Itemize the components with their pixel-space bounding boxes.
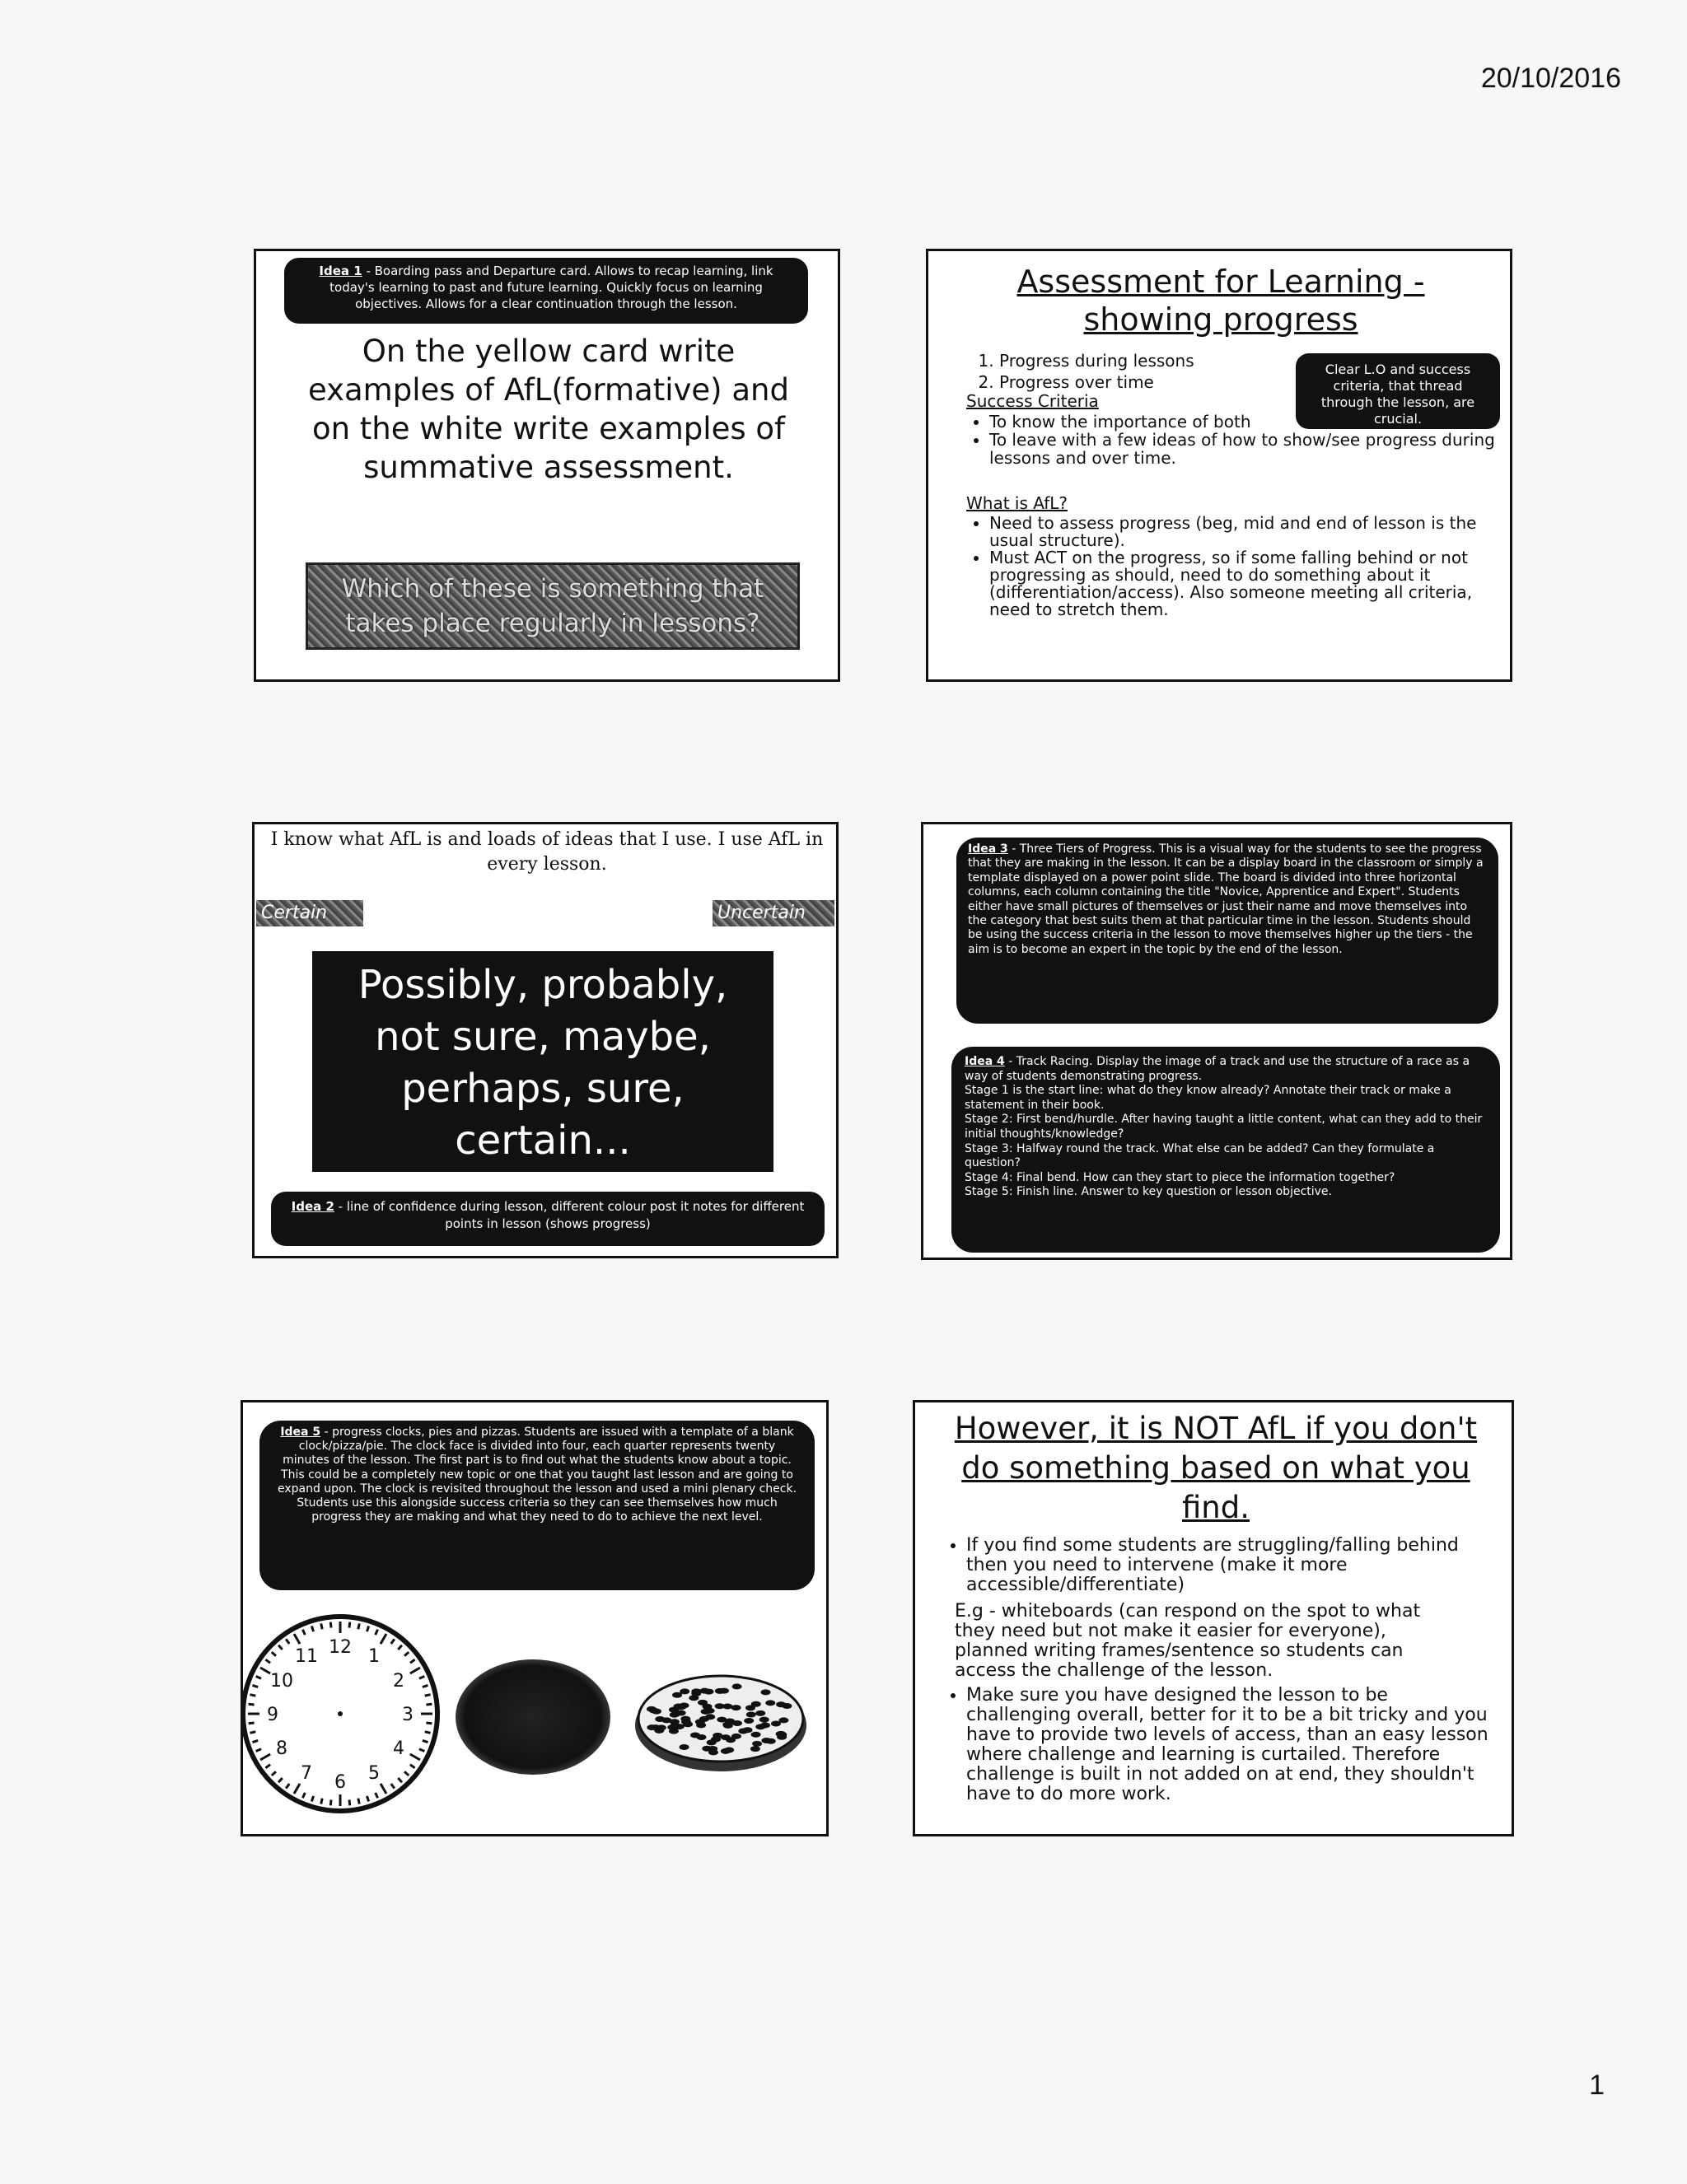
idea-2-label: Idea 2	[291, 1199, 334, 1214]
pizza-topping	[681, 1719, 691, 1724]
pizza-topping	[655, 1716, 665, 1722]
slide-1-footer-text: Which of these is something that takes place regularly in lessons?	[341, 574, 764, 638]
pizza-topping	[776, 1701, 786, 1707]
clock-tick	[252, 1740, 258, 1742]
clock-number: 7	[301, 1763, 312, 1785]
clock-number: 4	[393, 1738, 405, 1759]
pizza-topping	[647, 1706, 657, 1712]
idea-1-text: - Boarding pass and Departure card. Allows to recap learning, link today's learning to past and future learning. Quickly focus on learning objectives. Allows for a clear continuation through the lesson.	[329, 264, 773, 311]
pizza-topping	[732, 1683, 742, 1689]
slide-6-title: However, it is NOT AfL if you don't do something based on what you find.	[954, 1411, 1478, 1525]
clock-tick	[425, 1695, 431, 1696]
slide-6-bullet: • Make sure you have designed the lesson to be challenging overall, better for it to be a bit tricky and you have to provide two levels of access, than an easy lesson where challenge and learning is curtailed. Therefore challenge is built in not added on at end, they shouldn't have to do more work.	[966, 1686, 1493, 1804]
clock-tick	[349, 1622, 350, 1628]
idea-3-text: - Three Tiers of Progress. This is a visual way for the students to see the progress that they are making in the lesson. It can be a display board in the classroom or simply a template displayed on a power point slide. The board is divided into three horizontal columns, each column containing the title "Novice, Apprentice and Expert". Students either have small pictures of themselves or just their name and move themselves into the category that best suits them at that particular time in the lesson. Students should be using the success criteria in the lesson to move themselves higher up the tiers - the aim is to become an expert in the topic by the end of the lesson.	[968, 842, 1484, 956]
clock-number: 6	[334, 1772, 346, 1793]
pizza-topping	[738, 1728, 748, 1734]
clock-tick	[311, 1796, 313, 1802]
clock-tick	[321, 1623, 322, 1629]
pizza-topping	[759, 1717, 769, 1723]
idea-3-box	[956, 838, 1498, 1024]
slide-6-bullet: • If you find some students are struggling/falling behind then you need to intervene (make it more accessible/differentiate)	[966, 1536, 1460, 1595]
clock-tick	[423, 1685, 428, 1687]
pizza-topping	[744, 1718, 754, 1724]
pizza-topping	[751, 1732, 761, 1738]
slide-2-title: Assessment for Learning - showing progress	[1016, 264, 1425, 338]
progress-list	[966, 350, 1320, 393]
pizza-topping	[776, 1731, 786, 1737]
idea-4-stage: Stage 1 is the start line: what do they know already? Annotate their track or make a statement in their book.	[965, 1084, 1451, 1112]
pizza-topping	[696, 1722, 706, 1728]
slide-2	[926, 249, 1512, 682]
idea-1-box	[284, 258, 808, 324]
progress-item: 2. Progress over time	[999, 371, 1320, 393]
slide-3-heading: I know what AfL is and loads of ideas that I use. I use AfL in every lesson.	[270, 829, 824, 875]
clock-number: 3	[402, 1705, 414, 1725]
clock-tick	[426, 1723, 432, 1724]
pizza-topping	[771, 1720, 781, 1726]
slide-1	[254, 249, 840, 682]
pizza-topping	[647, 1724, 657, 1730]
progress-item: 1. Progress during lessons	[999, 350, 1320, 371]
clock-tick	[367, 1626, 368, 1631]
what-is-afl-heading: What is AfL?	[966, 493, 1068, 513]
clock-tick	[425, 1732, 431, 1733]
what-is-afl-list	[966, 515, 1508, 618]
slide-5	[241, 1400, 829, 1836]
pizza-topping	[721, 1734, 731, 1740]
idea-2-text: - line of confidence during lesson, different colour post it notes for different points in lesson (shows progress)	[334, 1199, 805, 1231]
pizza-topping	[724, 1747, 734, 1752]
idea-5-label: Idea 5	[280, 1426, 321, 1439]
pizza-topping	[711, 1737, 721, 1743]
pizza-topping	[717, 1717, 727, 1723]
clock-tick	[252, 1685, 258, 1687]
clock-number: 2	[393, 1671, 405, 1692]
clock-tick	[321, 1799, 322, 1804]
idea-5-text: - progress clocks, pies and pizzas. Students are issued with a template of a blank clock/pizza/pie. The clock face is divided into four, each quarter represents twenty minutes of the lesson. The first part is to find out what the students know about a topic. This could be a completely new topic or one that you taught last lesson and are going to expand upon. The clock is revisited throughout the lesson and used a mini plenary check. Students use this alongside success criteria so they can see themselves how much progress they are making and what they need to do to achieve the next level.	[277, 1426, 797, 1524]
pizza-topping	[672, 1692, 682, 1698]
pizza-topping	[731, 1734, 741, 1739]
pizza-topping	[657, 1724, 666, 1730]
clock-tick	[311, 1626, 313, 1631]
slide-6-paragraph: E.g - whiteboards (can respond on the spot to what they need but not make it easier for everyone), planned writing frames/sentence so students can access the challenge of the lesson.	[955, 1601, 1421, 1681]
pizza-topping	[670, 1712, 680, 1718]
pizza-topping	[703, 1689, 713, 1695]
clock-tick	[423, 1740, 428, 1742]
pizza-topping	[755, 1710, 765, 1716]
pizza-topping	[674, 1703, 684, 1709]
pizza-topping	[701, 1709, 711, 1715]
pizza-topping	[766, 1738, 776, 1744]
idea-3-label: Idea 3	[968, 842, 1008, 856]
confidence-words-box	[312, 951, 773, 1172]
clock-number: 8	[275, 1738, 287, 1759]
clock-number: 1	[368, 1645, 380, 1667]
clock-tick	[250, 1695, 255, 1696]
success-criteria-list	[966, 413, 1508, 467]
pizza-topping	[680, 1744, 689, 1750]
what-is-afl-item: • Must ACT on the progress, so if some falling behind or not progressing as should, need to do something about it (differentiation/access). Also someone meeting all criteria, need to stretch them.	[989, 549, 1508, 618]
what-is-afl-item: • Need to assess progress (beg, mid and end of lesson is the usual structure).	[989, 515, 1508, 549]
pizza-topping	[698, 1700, 708, 1706]
clock-number: 12	[329, 1637, 352, 1658]
uncertain-label: Uncertain	[713, 900, 834, 926]
clock-number: 10	[269, 1671, 293, 1692]
idea-4-stage: Stage 4: Final bend. How can they start to piece the information together?	[965, 1170, 1395, 1184]
idea-4-text: - Track Racing. Display the image of a track and use the structure of a race as a way of students demonstrating progress.	[965, 1055, 1470, 1083]
slide-6	[913, 1400, 1514, 1836]
clock-tick	[349, 1799, 350, 1805]
pizza-topping	[752, 1741, 762, 1747]
pizza-topping	[722, 1703, 732, 1709]
clock-tick	[330, 1622, 331, 1628]
success-criteria-heading: Success Criteria	[966, 391, 1099, 411]
slide-4	[921, 822, 1512, 1260]
idea-4-stage: Stage 5: Finish line. Answer to key question or lesson objective.	[965, 1185, 1332, 1199]
clock-tick	[249, 1704, 255, 1705]
pizza-topping	[732, 1720, 742, 1726]
pizza-topping	[761, 1689, 771, 1695]
idea-4-box	[951, 1047, 1500, 1253]
slide-6-list-2	[943, 1686, 1493, 1804]
pie-image	[451, 1643, 615, 1791]
clock-number: 11	[295, 1645, 318, 1667]
pizza-topping	[689, 1695, 699, 1701]
idea-4-stage: Stage 3: Halfway round the track. What else can be added? Can they formulate a question?	[965, 1141, 1435, 1170]
slide-6-list-1	[943, 1536, 1460, 1595]
pizza-topping	[750, 1746, 760, 1752]
pizza-topping	[731, 1705, 741, 1710]
idea-5-box	[259, 1421, 815, 1590]
clock-number: 9	[267, 1705, 278, 1725]
clock-tick	[358, 1623, 359, 1629]
clock-tick	[250, 1732, 255, 1733]
pizza-topping	[746, 1711, 756, 1717]
clock-tick	[358, 1799, 359, 1804]
pizza-topping	[755, 1724, 765, 1729]
criteria-callout: Clear L.O and success criteria, that thread through the lesson, are crucial.	[1296, 353, 1500, 429]
success-criteria-item: • To leave with a few ideas of how to show/see progress during lessons and over time.	[989, 431, 1508, 467]
certain-label: Certain	[256, 900, 363, 926]
slide-1-footer-box	[306, 562, 800, 650]
idea-2-box	[271, 1192, 825, 1246]
pizza-topping	[675, 1724, 685, 1729]
page-number: 1	[1589, 2070, 1605, 2101]
idea-1-label: Idea 1	[319, 264, 362, 278]
clock-tick	[426, 1704, 432, 1705]
clock-number: 5	[368, 1763, 380, 1785]
idea-4-label: Idea 4	[965, 1055, 1005, 1068]
pizza-topping	[697, 1734, 707, 1740]
pizza-image	[630, 1659, 811, 1783]
pizza-topping	[715, 1688, 725, 1694]
pizza-topping	[765, 1700, 775, 1706]
pizza-topping	[699, 1716, 709, 1722]
page-date: 20/10/2016	[1480, 63, 1621, 94]
pizza-topping	[751, 1701, 761, 1707]
slide-3	[252, 822, 839, 1258]
clock-tick	[330, 1799, 331, 1805]
clock-face-image	[243, 1607, 441, 1821]
success-criteria-item: • To know the importance of both	[989, 413, 1508, 431]
confidence-words-text: Possibly, probably, not sure, maybe, perhaps, sure, certain...	[357, 962, 728, 1164]
clock-tick	[249, 1723, 255, 1724]
pizza-topping	[670, 1719, 680, 1724]
slide-1-main-text: On the yellow card write examples of AfL(formative) and on the white write examples of summative assessment.	[308, 334, 789, 485]
idea-4-stage: Stage 2: First bend/hurdle. After having taught a little content, what can they add to their initial thoughts/knowledge?	[965, 1113, 1483, 1141]
clock-tick	[367, 1796, 368, 1802]
pizza-topping	[708, 1749, 718, 1755]
